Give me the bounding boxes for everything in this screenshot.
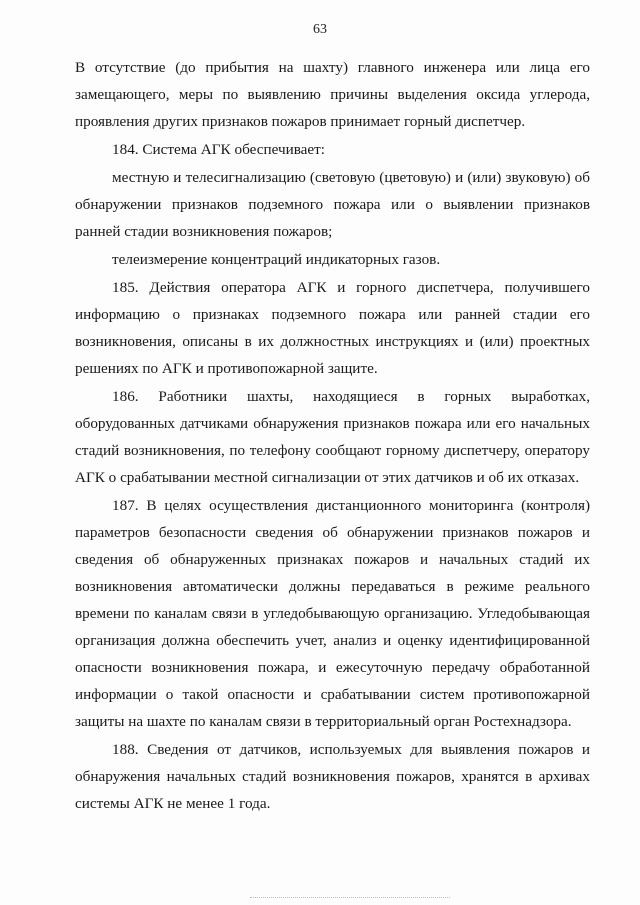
paragraph-186: 186. Работники шахты, находящиеся в горных выработках, оборудованных датчиками обнаружения признаков пожара или его начальных стадий возникновения, по телефону сообщают горному диспетчеру, оператору АГК о срабатывании местной сигнализации от этих датчиков и об их отказах. bbox=[75, 388, 590, 486]
paragraph-185: 185. Действия оператора АГК и горного диспетчера, получившего информацию о признаках подземного пожара или ранней стадии его возникновения, описаны в их должностных инструкциях и (или) проектных решениях по АГК и противопожарной защите. bbox=[75, 279, 590, 377]
paragraph-184: 184. Система АГК обеспечивает: bbox=[112, 141, 326, 158]
paragraph-184-signaling: местную и телесигнализацию (световую (цветовую) и (или) звуковую) об обнаружении признаков подземного пожара или о выявлении признаков ранней стадии возникновения пожаров; bbox=[75, 169, 590, 240]
page-number: 63 bbox=[313, 22, 327, 37]
paragraph-187: 187. В целях осуществления дистанционного мониторинга (контроля) параметров безопасности сведения об обнаружении признаков пожаров и сведения об обнаруженных признаках пожаров и начальных стадий их возникновения автоматически должны передаваться в режиме реального времени по каналам связи в угледобывающую организацию. Угледобывающая организация должна обеспечить учет, анализ и оценку идентифицированной опасности возникновения пожара, и ежесуточную передачу обработанной информации о такой опасности и срабатывании систем противопожарной защиты на шахте по каналам связи в территориальный орган Ростехнадзора. bbox=[75, 497, 590, 730]
paragraph-intro: В отсутствие (до прибытия на шахту) главного инженера или лица его замещающего, меры по выявлению причины выделения оксида углерода, проявления других признаков пожаров принимает горный диспетчер. bbox=[75, 59, 590, 130]
document-body bbox=[75, 54, 590, 818]
paragraph-188: 188. Сведения от датчиков, используемых для выявления пожаров и обнаружения начальных стадий возникновения пожаров, хранятся в архивах системы АГК не менее 1 года. bbox=[75, 741, 590, 812]
page-bottom-edge bbox=[250, 897, 450, 899]
paragraph-184-telemetry: телеизмерение концентраций индикаторных газов. bbox=[112, 251, 441, 268]
